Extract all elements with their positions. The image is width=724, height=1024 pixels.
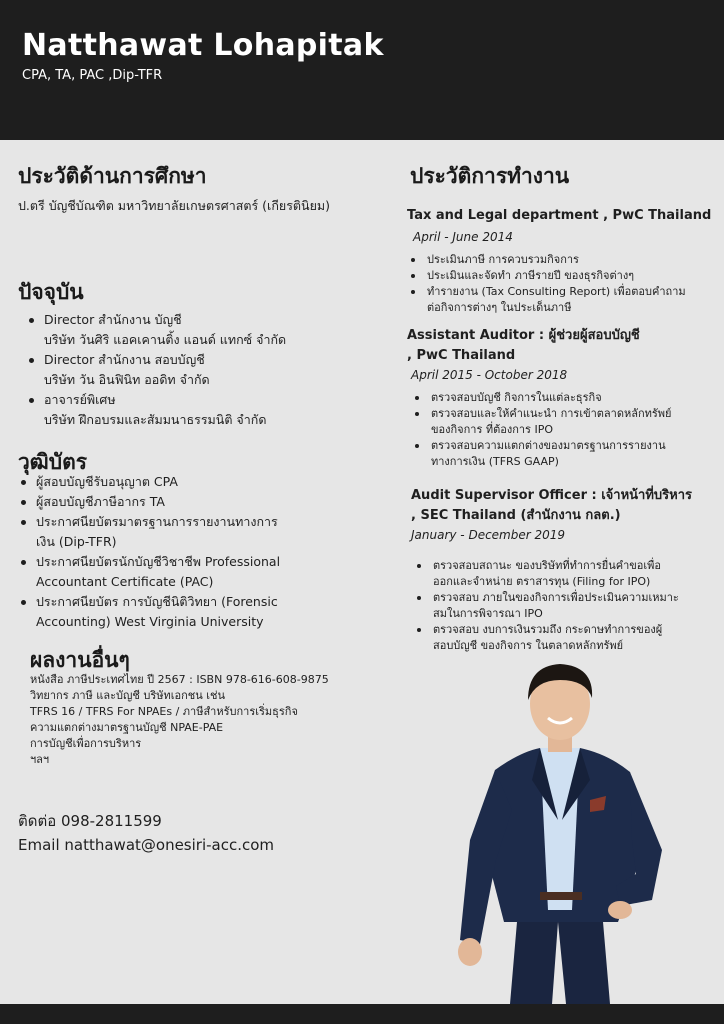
- other-works-heading: ผลงานอื่นๆ: [30, 648, 130, 672]
- job-title-cont: , SEC Thailand (สำนักงาน กลต.): [411, 508, 621, 523]
- list-item: ตรวจสอบ ภายในของกิจการเพื่อประเมินความเหมาะ สมในการพิจารณา IPO: [413, 590, 721, 622]
- job-date: April - June 2014: [413, 230, 513, 244]
- list-item: ประกาศนียบัตรนักบัญชีวิชาชีพ Professional Accountant Certificate (PAC): [16, 552, 376, 592]
- job-entry: [407, 326, 717, 470]
- education-text: ป.ตรี บัญชีบัณฑิต มหาวิทยาลัยเกษตรศาสตร์ (เกียรตินิยม): [18, 198, 331, 213]
- list-item: Director สำนักงาน บัญชี บริษัท วันศิริ แอคเคานติ้ง แอนด์ แทกซ์ จำกัด: [24, 310, 364, 350]
- contact-email[interactable]: Email natthawat@onesiri-acc.com: [18, 836, 275, 854]
- list-item: ประเมินและจัดทำ ภาษีรายปี ของธุรกิจต่างๆ: [407, 268, 717, 284]
- list-item: ตรวจสอบสถานะ ของบริษัทที่ทำการยื่นคำขอเพื่อ ออกและจำหน่าย ตราสารทุน (Filing for IPO): [413, 558, 721, 590]
- job-title: Audit Supervisor Officer : เจ้าหน้าที่บริหาร: [411, 488, 693, 503]
- contact-block: [18, 810, 274, 856]
- list-item: ผู้สอบบัญชีรับอนุญาต CPA: [16, 472, 376, 492]
- job-tasks: [413, 558, 721, 654]
- job-date: April 2015 - October 2018: [411, 368, 568, 382]
- portrait-photo: [440, 660, 685, 1004]
- other-works-text: หนังสือ ภาษีประเทศไทย ปี 2567 : ISBN 978-616-608-9875 วิทยากร ภาษี และบัญชี บริษัทเอกชน เช่น TFRS 16 / TFRS For NPAEs / ภาษีสำหรับการเริ่มธุรกิจ ความแตกต่างมาตรฐานบัญชี NPAE-PAE การบัญชีเพื่อการบริหาร ฯลฯ: [30, 673, 329, 766]
- job-tasks: [407, 252, 717, 316]
- job-title: Tax and Legal department , PwC Thailand: [407, 208, 712, 223]
- education-heading: ประวัติด้านการศึกษา: [18, 164, 207, 188]
- job-title: Assistant Auditor : ผู้ช่วยผู้สอบบัญชี: [407, 328, 640, 343]
- list-item: Director สำนักงาน สอบบัญชี บริษัท วัน อินฟินิท ออดิท จำกัด: [24, 350, 364, 390]
- qualifications-heading: วุฒิบัตร: [18, 450, 88, 474]
- job-title-cont: , PwC Thailand: [407, 348, 516, 363]
- current-heading: ปัจจุบัน: [18, 280, 84, 304]
- work-heading: ประวัติการทำงาน: [410, 164, 570, 188]
- job-entry: [411, 486, 721, 654]
- list-item: ประเมินภาษี การควบรวมกิจการ: [407, 252, 717, 268]
- qualifications-list: [16, 472, 376, 632]
- list-item: ตรวจสอบและให้คำแนะนำ การเข้าตลาดหลักทรัพย์ ของกิจการ ที่ต้องการ IPO: [411, 406, 717, 438]
- job-tasks: [411, 390, 717, 470]
- list-item: ประกาศนียบัตร การบัญชีนิติวิทยา (Forensic Accounting) West Virginia University: [16, 592, 376, 632]
- current-list: [24, 310, 364, 430]
- credentials: CPA, TA, PAC ,Dip-TFR: [22, 68, 163, 83]
- contact-phone: ติดต่อ 098-2811599: [18, 812, 162, 830]
- list-item: ตรวจสอบ งบการเงินรวมถึง กระดาษทำการของผู้ สอบบัญชี ของกิจการ ในตลาดหลักทรัพย์: [413, 622, 721, 654]
- job-date: January - December 2019: [411, 528, 566, 542]
- job-entry: [407, 206, 717, 316]
- list-item: ผู้สอบบัญชีภาษีอากร TA: [16, 492, 376, 512]
- person-name: Natthawat Lohapitak: [22, 28, 384, 63]
- footer-bar: [0, 1004, 724, 1024]
- list-item: อาจารย์พิเศษ บริษัท ฝึกอบรมและสัมมนาธรรมนิติ จำกัด: [24, 390, 364, 430]
- list-item: ประกาศนียบัตรมาตรฐานการรายงานทางการ เงิน (Dip-TFR): [16, 512, 376, 552]
- list-item: ตรวจสอบความแตกต่างของมาตรฐานการรายงาน ทางการเงิน (TFRS GAAP): [411, 438, 717, 470]
- list-item: ตรวจสอบบัญชี กิจการในแต่ละธุรกิจ: [411, 390, 717, 406]
- list-item: ทำรายงาน (Tax Consulting Report) เพื่อตอบคำถาม ต่อกิจการต่างๆ ในประเด็นภาษี: [407, 284, 717, 316]
- header-bar: [0, 0, 724, 140]
